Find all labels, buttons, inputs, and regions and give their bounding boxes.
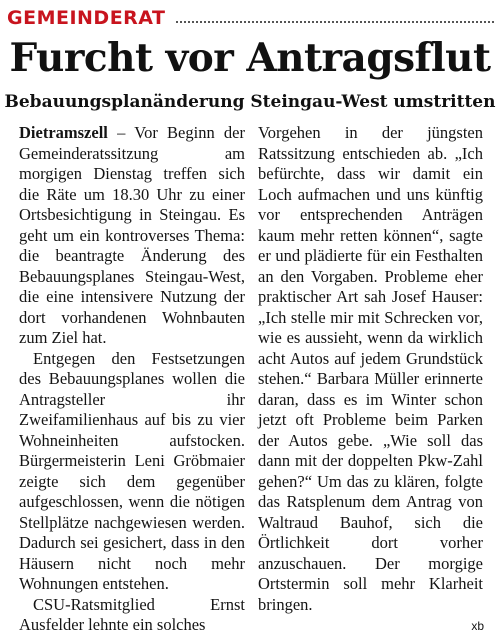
article-subheadline: Bebauungsplanänderung Steingau-West umstritten <box>4 92 496 112</box>
paragraph-2: Entgegen den Festsetzungen des Bebauungsplanes wollen die Antragsteller ihr Zweifamilienhaus auf bis zu vier Wohneinheiten aufstocken. Bürgermeisterin Leni Gröbmaier zeigte sich dem gegenüber aufgeschlossen, wenn die nötigen Stellplätze nachgewiesen werden. Dadurch sei gesichert, dass in den Häusern nicht noch mehr Wohnungen entstehen. <box>19 348 245 593</box>
author-byline: xb <box>471 619 484 633</box>
article-column-right <box>258 123 483 615</box>
kicker-dotted-rule <box>176 21 494 23</box>
section-kicker: GEMEINDERAT <box>7 7 166 29</box>
paragraph-1-text: – Vor Beginn der Gemeinderatssitzung am morgigen Dienstag treffen sich die Räte um 18.30 Uhr zu einer Ortsbesichtigung in Steingau. Es geht um ein kontroverses Thema: die beantragte Änderung des Bebauungsplanes Steingau-West, die eine intensivere Nutzung der dort vorhandenen Wohnbauten zum Ziel hat. <box>19 123 245 347</box>
dateline: Dietramszell <box>19 123 108 142</box>
paragraph-3-continued: Vorgehen in der jüngsten Ratssitzung entschieden ab. „Ich befürchte, dass wir damit ein Loch aufmachen und uns künftig vor entsprechenden Anträgen kaum mehr retten können“, sagte er und plädierte für ein Festhalten an den Vorgaben. Probleme eher praktischer Art sah Josef Hauser: „Ich stelle mir mit Schrecken vor, wie es aussieht, wenn da wirklich acht Autos auf jedem Grundstück stehen.“ Barbara Müller erinnerte daran, dass es im Winter schon jetzt oft Probleme beim Parken der Autos gebe. „Wie soll das dann mit der doppelten Pkw-Zahl gehen?“ Um das zu klären, folgte das Ratsplenum dem Antrag von Waltraud Bauhof, sich die Örtlichkeit dort vorher anzuschauen. Der morgige Ortstermin soll mehr Klarheit bringen. <box>258 123 483 614</box>
article-column-left <box>19 123 245 636</box>
paragraph-1 <box>19 123 245 349</box>
article-headline: Furcht vor Antragsflut <box>9 35 491 81</box>
kicker-row <box>7 5 494 31</box>
paragraph-3: CSU-Ratsmitglied Ernst Ausfelder lehnte ein solches <box>19 594 245 634</box>
